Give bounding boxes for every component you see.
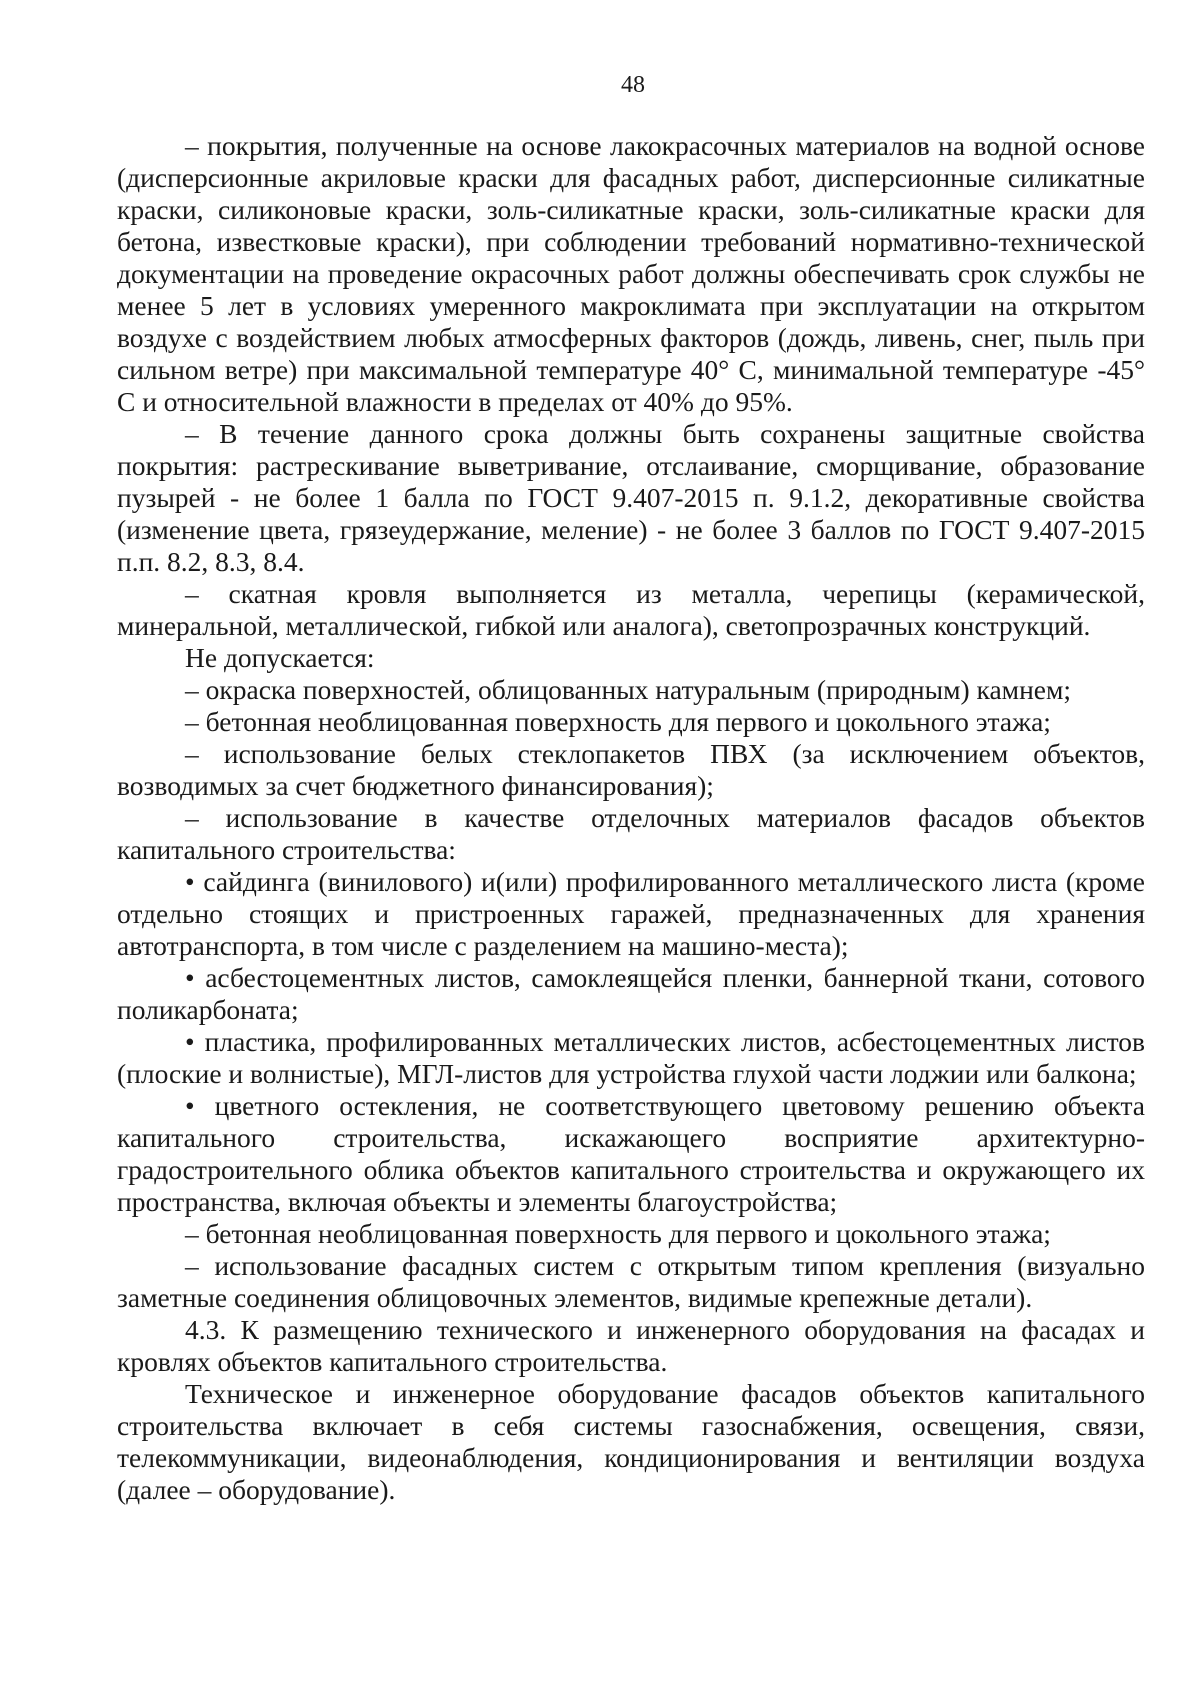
paragraph-not-allowed-heading: Не допускается:	[185, 642, 375, 673]
document-body	[117, 130, 1145, 1506]
paragraph-natural-stone-painting: – окраска поверхностей, облицованных натуральным (природным) камнем;	[185, 674, 1072, 705]
bullet-colored-glazing: • цветного остекления, не соответствующего цветовому решению объекта капитального строительства, искажающего восприятие архитектурно-градостроительного облика объектов капитального строительства и окружающего их пространства, включая объекты и элементы благоустройства;	[117, 1090, 1145, 1217]
paragraph-open-fastening-systems: – использование фасадных систем с открытым типом крепления (визуально заметные соединения облицовочных элементов, видимые крепежные детали).	[117, 1250, 1145, 1313]
paragraph-protective-properties: – В течение данного срока должны быть сохранены защитные свойства покрытия: растрескивание выветривание, отслаивание, сморщивание, образование пузырей - не более 1 балла по ГОСТ 9.407-2015 п. 9.1.2, декоративные свойства (изменение цвета, грязеудержание, меление) - не более 3 баллов по ГОСТ 9.407-2015 п.п. 8.2, 8.3, 8.4.	[117, 418, 1145, 577]
bullet-asbestos-sheets: • асбестоцементных листов, самоклеящейся пленки, баннерной ткани, сотового поликарбоната;	[117, 962, 1145, 1025]
paragraph-white-pvc-windows: – использование белых стеклопакетов ПВХ (за исключением объектов, возводимых за счет бюджетного финансирования);	[117, 738, 1145, 801]
paragraph-bare-concrete-repeat: – бетонная необлицованная поверхность для первого и цокольного этажа;	[185, 1218, 1051, 1249]
paragraph-coatings: – покрытия, полученные на основе лакокрасочных материалов на водной основе (дисперсионные акриловые краски для фасадных работ, дисперсионные силикатные краски, силиконовые краски, золь-силикатные краски, золь-силикатные краски для бетона, известковые краски), при соблюдении требований нормативно-технической документации на проведение окрасочных работ должны обеспечивать срок службы не менее 5 лет в условиях умеренного макроклимата при эксплуатации на открытом воздухе с воздействием любых атмосферных факторов (дождь, ливень, снег, пыль при сильном ветре) при максимальной температуре 40° С, минимальной температуре -45° С и относительной влажности в пределах от 40% до 95%.	[117, 130, 1145, 417]
paragraph-pitched-roof: – скатная кровля выполняется из металла, черепицы (керамической, минеральной, металлической, гибкой или аналога), светопрозрачных конструкций.	[117, 578, 1145, 641]
section-4-3-heading: 4.3. К размещению технического и инженерного оборудования на фасадах и кровлях объектов капитального строительства.	[117, 1314, 1145, 1377]
bullet-siding: • сайдинга (винилового) и(или) профилированного металлического листа (кроме отдельно стоящих и пристроенных гаражей, предназначенных для хранения автотранспорта, в том числе с разделением на машино-места);	[117, 866, 1145, 961]
paragraph-finishing-materials: – использование в качестве отделочных материалов фасадов объектов капитального строительства:	[117, 802, 1145, 865]
page-number: 48	[621, 72, 645, 98]
paragraph-equipment-definition: Техническое и инженерное оборудование фасадов объектов капитального строительства включает в себя системы газоснабжения, освещения, связи, телекоммуникации, видеонаблюдения, кондиционирования и вентиляции воздуха (далее – оборудование).	[117, 1378, 1145, 1505]
bullet-plastic-sheets: • пластика, профилированных металлических листов, асбестоцементных листов (плоские и волнистые), МГЛ-листов для устройства глухой части лоджии или балкона;	[117, 1026, 1145, 1089]
paragraph-bare-concrete: – бетонная необлицованная поверхность для первого и цокольного этажа;	[185, 706, 1051, 737]
